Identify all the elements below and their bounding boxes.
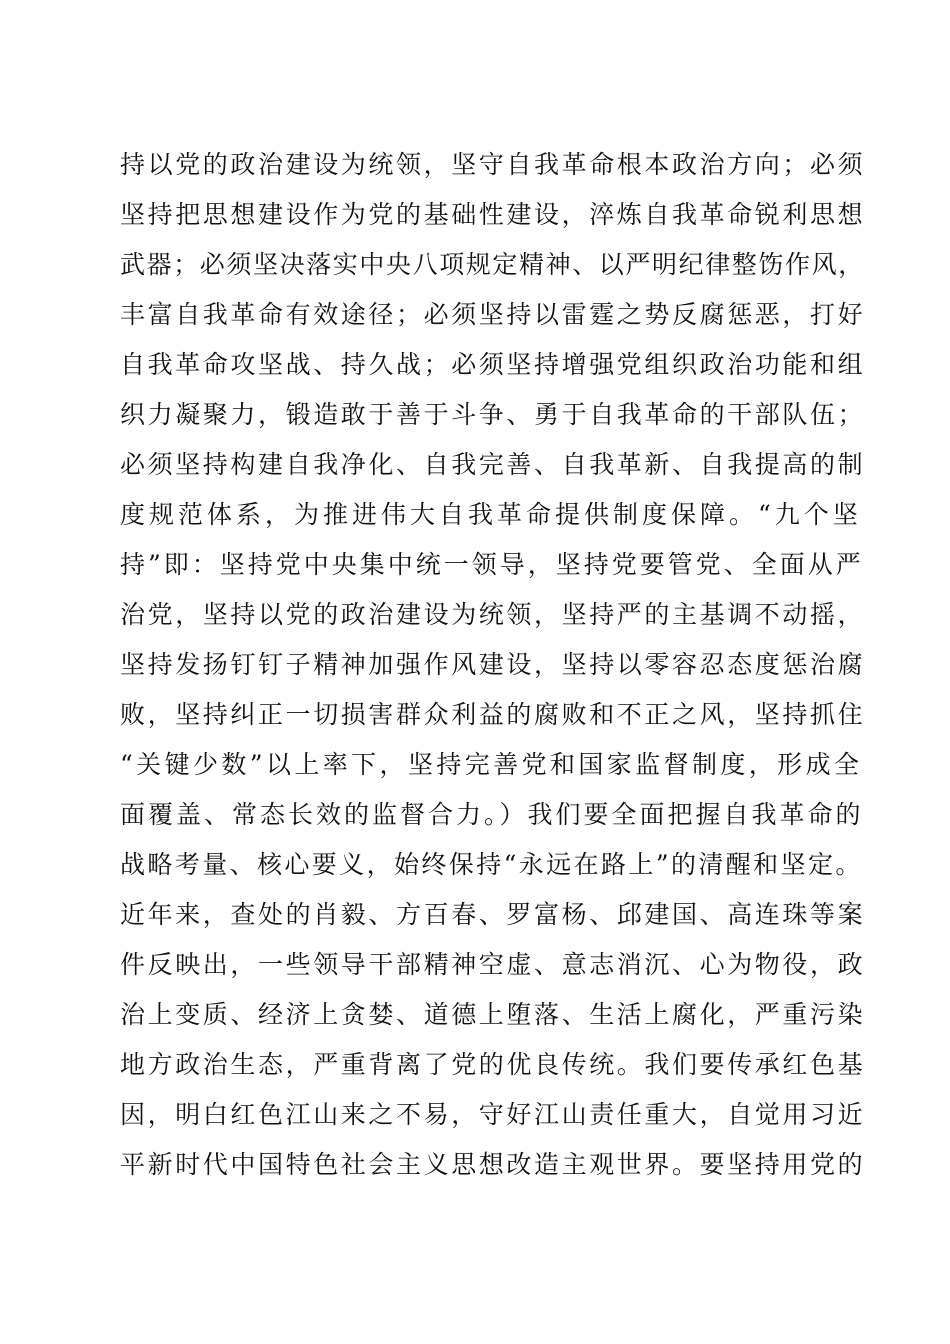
text-line-8: 度规范体系，为推进伟大自我革命提供制度保障。“九个坚 xyxy=(120,500,862,529)
text-line-13: “关键少数”以上率下，坚持完善党和国家监督制度，形成全 xyxy=(120,750,863,779)
text-line-5: 自我革命攻坚战、持久战；必须坚持增强党组织政治功能和组 xyxy=(120,350,866,379)
text-line-14: 面覆盖、常态长效的监督合力。）我们要全面把握自我革命的 xyxy=(120,800,864,829)
text-line-9: 持”即：坚持党中央集中统一领导，坚持党要管党、全面从严 xyxy=(120,550,864,579)
text-line-20: 因，明白红色江山来之不易，守好江山责任重大，自觉用习近 xyxy=(120,1100,866,1129)
text-line-1: 持以党的政治建设为统领，坚守自我革命根本政治方向；必须 xyxy=(120,150,866,179)
text-line-19: 地方政治生态，严重背离了党的优良传统。我们要传承红色基 xyxy=(120,1050,866,1079)
text-line-7: 必须坚持构建自我净化、自我完善、自我革新、自我提高的制 xyxy=(120,450,866,479)
text-line-16: 近年来，查处的肖毅、方百春、罗富杨、邱建国、高连珠等案 xyxy=(120,900,866,929)
text-line-3: 武器；必须坚决落实中央八项规定精神、以严明纪律整饬作风， xyxy=(120,250,865,279)
text-line-18: 治上变质、经济上贪婪、道德上堕落、生活上腐化，严重污染 xyxy=(120,1000,866,1029)
text-line-12: 败，坚持纠正一切损害群众利益的腐败和不正之风，坚持抓住 xyxy=(120,700,866,729)
text-line-2: 坚持把思想建设作为党的基础性建设，淬炼自我革命锐利思想 xyxy=(120,200,866,229)
text-line-17: 件反映出，一些领导干部精神空虚、意志消沉、心为物役，政 xyxy=(120,950,866,979)
body-paragraph xyxy=(120,140,866,1190)
text-line-4: 丰富自我革命有效途径；必须坚持以雷霆之势反腐惩恶，打好 xyxy=(120,300,866,329)
text-line-11: 坚持发扬钉钉子精神加强作风建设，坚持以零容忍态度惩治腐 xyxy=(120,650,866,679)
text-line-21: 平新时代中国特色社会主义思想改造主观世界。要坚持用党的 xyxy=(120,1150,866,1179)
text-line-15: 战略考量、核心要义，始终保持“永远在路上”的清醒和坚定。 xyxy=(120,850,863,879)
text-line-10: 治党，坚持以党的政治建设为统领，坚持严的主基调不动摇， xyxy=(120,600,866,629)
text-line-6: 织力凝聚力，锻造敢于善于斗争、勇于自我革命的干部队伍； xyxy=(120,400,866,429)
